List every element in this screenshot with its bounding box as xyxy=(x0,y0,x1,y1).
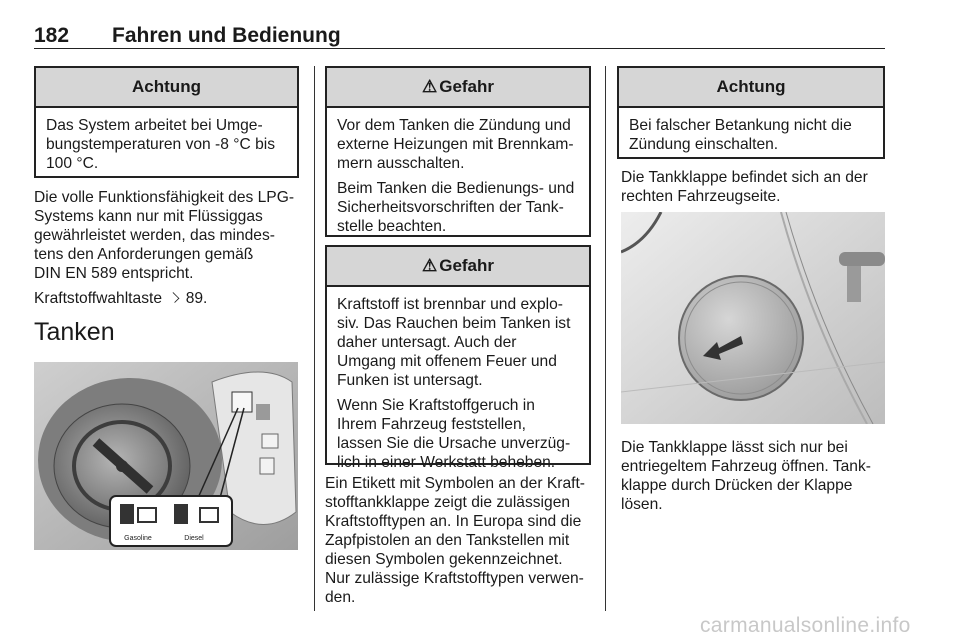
danger-box-1 xyxy=(325,66,591,237)
danger-title-2: Gefahr xyxy=(439,256,495,275)
flap-location-paragraph: Die Tankklappe befindet sich an der rechten Fahrzeugseite. xyxy=(621,169,868,205)
danger-1-paragraph-1: Vor dem Tanken die Zündung und externe Heizungen mit Brennkam- mern ausschalten. xyxy=(337,117,574,172)
page-header xyxy=(34,20,885,49)
column-divider xyxy=(605,66,606,611)
caution-title-2: Achtung xyxy=(619,68,883,108)
column-divider xyxy=(314,66,315,611)
caution-title: Achtung xyxy=(36,68,297,108)
fuel-filler-illustration xyxy=(34,362,298,550)
caution-box-2 xyxy=(617,66,885,159)
danger-2-paragraph-1: Kraftstoff ist brennbar und explo- siv. Das Rauchen beim Tanken ist daher untersagt. Auch der Umgang mit offenem Feuer und Funken ist untersagt. xyxy=(337,296,571,389)
flap-opening-paragraph: Die Tankklappe lässt sich nur bei entriegeltem Fahrzeug öffnen. Tank- klappe durch Drücken der Klappe lösen. xyxy=(621,439,871,513)
watermark: carmanualsonline.info xyxy=(700,614,911,637)
danger-title-1: Gefahr xyxy=(439,77,495,96)
fuel-flap-figure xyxy=(621,212,885,424)
caution-text: Das System arbeitet bei Umge- bungstemperaturen von -8 °C bis 100 °C. xyxy=(46,117,276,172)
reference-page: 89. xyxy=(185,290,208,307)
section-title: Fahren und Bedienung xyxy=(112,24,341,47)
danger-header-2 xyxy=(327,247,589,287)
danger-1-paragraph-2: Beim Tanken die Bedienungs- und Sicherheitsvorschriften der Tank- stelle beachten. xyxy=(337,180,575,235)
label-gasoline: Gasoline xyxy=(124,535,152,542)
fuel-filler-figure xyxy=(34,362,298,550)
caution-text-2: Bei falscher Betankung nicht die Zündung einschalten. xyxy=(629,117,852,153)
danger-box-2 xyxy=(325,245,591,471)
arrow-reference-icon xyxy=(169,292,180,303)
caution-box xyxy=(34,66,299,178)
section-heading-tanken: Tanken xyxy=(34,318,115,346)
lpg-paragraph: Die volle Funktionsfähigkeit des LPG- Systems kann nur mit Flüssiggas gewährleistet werden, das mindes- tens den Anforderungen gemäß DIN EN 589 entspricht. xyxy=(34,189,295,282)
fuel-selector-reference[interactable] xyxy=(34,289,309,308)
warning-triangle-icon: ⚠ xyxy=(421,77,438,96)
reference-text: Kraftstoffwahltaste xyxy=(34,290,162,307)
label-paragraph: Ein Etikett mit Symbolen an der Kraft- stofftankklappe zeigt die zulässigen Kraftstofftypen an. In Europa sind die Zapfpistolen an den Tankstellen mit diesen Symbolen gekennzeichnet. Nur zulässige Kraftstofftypen verwen- den. xyxy=(325,475,585,606)
warning-triangle-icon: ⚠ xyxy=(421,256,438,275)
label-diesel: Diesel xyxy=(184,535,204,542)
danger-2-paragraph-2: Wenn Sie Kraftstoffgeruch in Ihrem Fahrzeug feststellen, lassen Sie die Ursache unverzüg- lich in einer Werkstatt beheben. xyxy=(337,397,571,471)
fuel-flap-illustration xyxy=(621,212,885,424)
danger-header-1 xyxy=(327,68,589,108)
page-number: 182 xyxy=(34,24,70,47)
